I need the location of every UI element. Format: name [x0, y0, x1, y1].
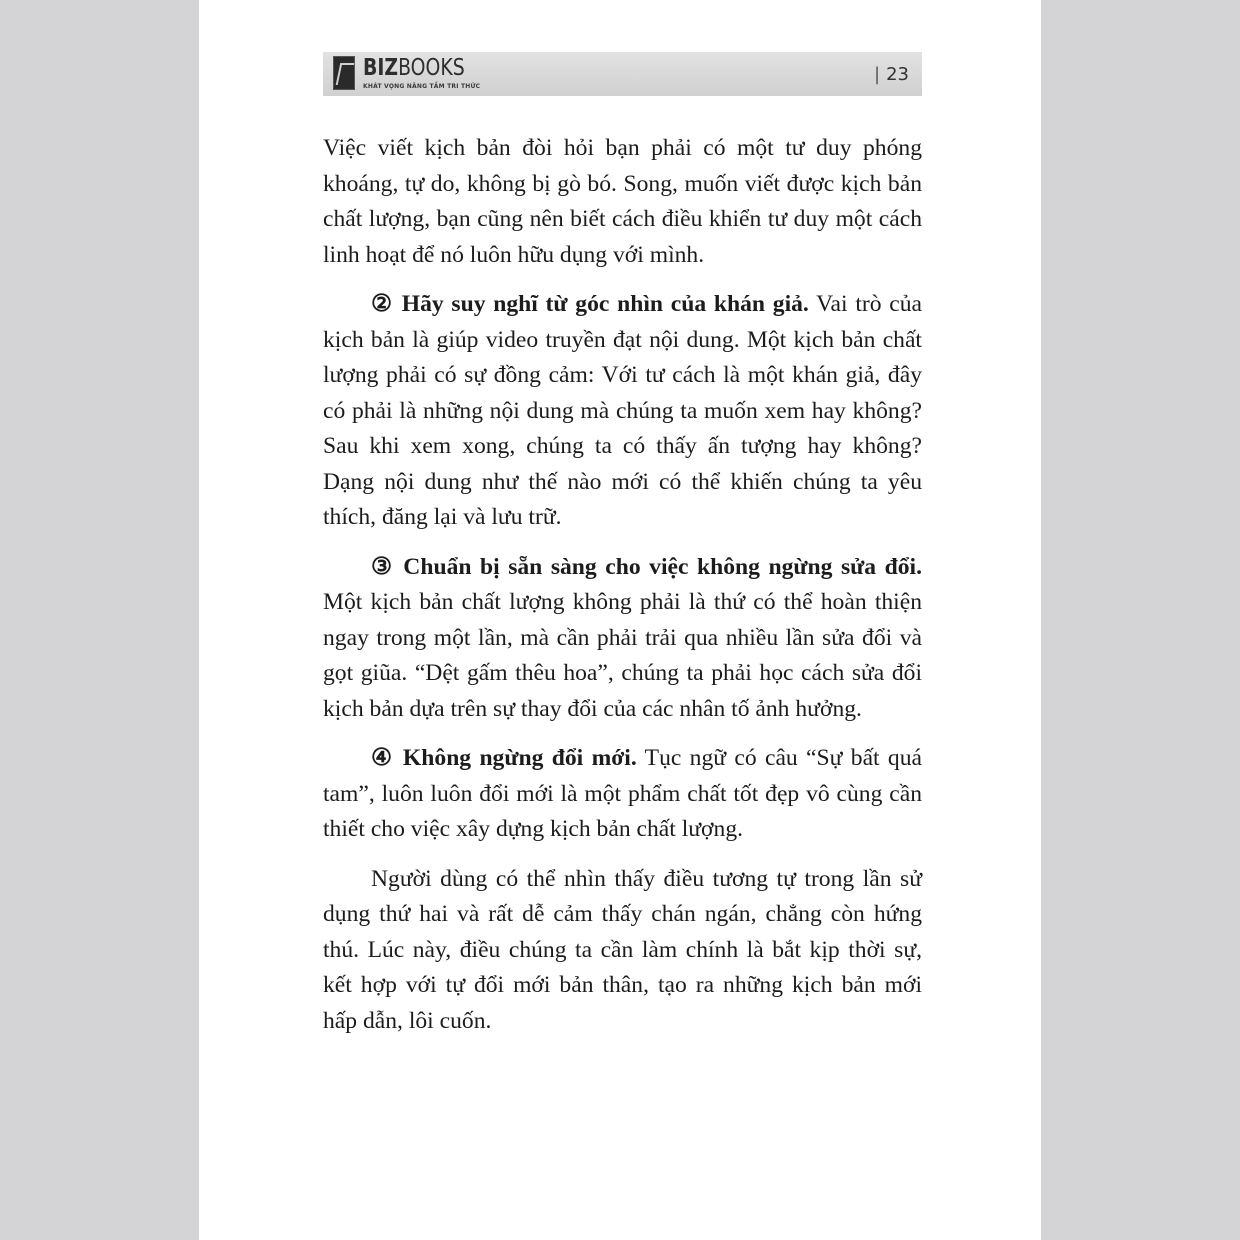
brand-light: BOOKS	[398, 55, 465, 81]
page-number-divider: |	[874, 64, 881, 85]
brand-tagline: KHÁT VỌNG NÂNG TẦM TRI THỨC	[363, 83, 481, 90]
page-body	[323, 131, 922, 1053]
page-header	[323, 52, 922, 96]
paragraph-1: Việc viết kịch bản đòi hỏi bạn phải có một tư duy phóng khoáng, tự do, không bị gò bó. Song, muốn viết được kịch bản chất lượng, bạn cũng nên biết cách điều khiển tư duy một cách linh hoạt để nó luôn hữu dụng với mình.	[323, 135, 922, 268]
brand-bold: BIZ	[363, 55, 399, 81]
page-number	[874, 64, 909, 85]
paragraph-2	[323, 287, 922, 536]
paragraph-5: Người dùng có thể nhìn thấy điều tương tự trong lần sử dụng thứ hai và rất dễ cảm thấy chán ngán, chẳng còn hứng thú. Lúc này, điều chúng ta cần làm chính là bắt kịp thời sự, kết hợp với tự đổi mới bản thân, tạo ra những kịch bản mới hấp dẫn, lôi cuốn.	[323, 865, 922, 1034]
book-page	[199, 0, 1041, 1240]
page-number-value: 23	[886, 64, 909, 85]
paragraph-2-heading: ② Hãy suy nghĩ từ góc nhìn của khán giả.	[371, 291, 809, 317]
paragraph-2-text: Vai trò của kịch bản là giúp video truyền đạt nội dung. Một kịch bản chất lượng phải có sự đồng cảm: Với tư cách là một khán giả, đây có phải là những nội dung mà chúng ta muốn xem hay không? Sau khi xem xong, chúng ta có thấy ấn tượng hay không? Dạng nội dung như thế nào mới có thể khiến chúng ta yêu thích, đăng lại và lưu trữ.	[323, 291, 922, 530]
paragraph-3-text: Một kịch bản chất lượng không phải là thứ có thể hoàn thiện ngay trong một lần, mà cần phải trải qua nhiều lần sửa đổi và gọt giũa. “Dệt gấm thêu hoa”, chúng ta phải học cách sửa đổi kịch bản dựa trên sự thay đổi của các nhân tố ảnh hưởng.	[323, 589, 922, 722]
paragraph-3-heading: ③ Chuẩn bị sẵn sàng cho việc không ngừng sửa đổi.	[371, 553, 922, 580]
bizbooks-logo-icon	[333, 56, 355, 90]
paragraph-4	[323, 741, 922, 848]
paragraph-3	[323, 550, 922, 728]
paragraph-4-text: Tục ngữ có câu “Sự bất quá tam”, luôn luôn đổi mới là một phẩm chất tốt đẹp vô cùng cần thiết cho việc xây dựng kịch bản chất lượng.	[323, 745, 922, 842]
paragraph-4-heading: ④ Không ngừng đổi mới.	[371, 745, 637, 771]
brand-name	[363, 55, 465, 81]
